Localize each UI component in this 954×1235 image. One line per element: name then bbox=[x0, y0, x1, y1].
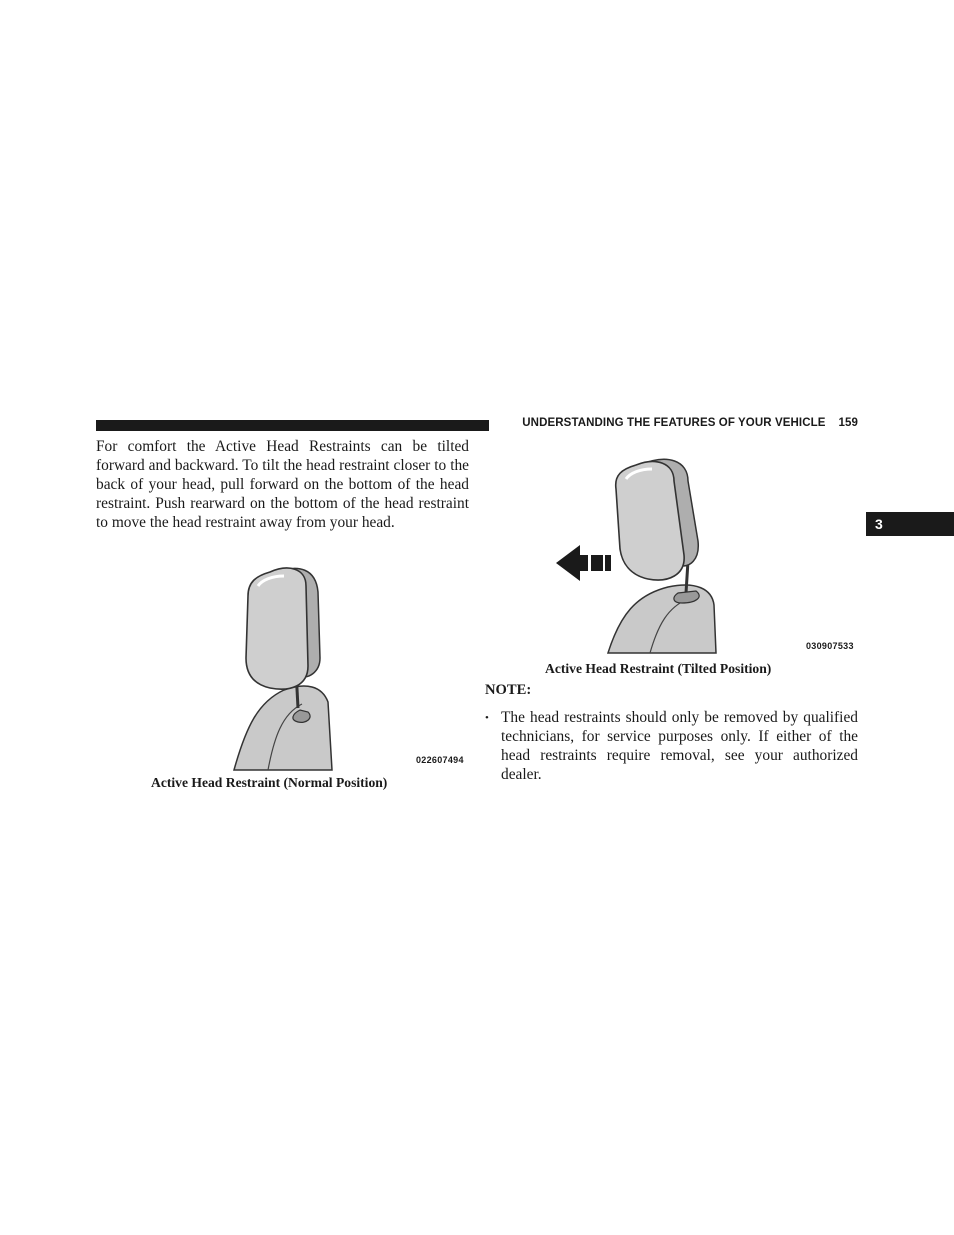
note-bullet bbox=[485, 709, 858, 785]
head-restraint-tilted-illustration bbox=[550, 455, 860, 655]
figure-head-restraint-tilted bbox=[550, 455, 860, 655]
chapter-number: 3 bbox=[875, 516, 883, 532]
running-header bbox=[498, 417, 858, 429]
forward-arrow-icon bbox=[556, 545, 611, 581]
page-number: 159 bbox=[838, 417, 858, 429]
figure-head-restraint-normal bbox=[210, 562, 470, 772]
section-title: UNDERSTANDING THE FEATURES OF YOUR VEHICLE bbox=[522, 417, 826, 429]
figure-code-tilted: 030907533 bbox=[806, 641, 854, 651]
note-bullet-text: The head restraints should only be removed by qualified technicians, for service purposes only. If either of the head restraints require removal, see your authorized dealer. bbox=[501, 709, 858, 783]
chapter-tab bbox=[866, 512, 954, 536]
caption-tilted: Active Head Restraint (Tilted Position) bbox=[545, 661, 772, 676]
note-heading: NOTE: bbox=[485, 682, 532, 698]
body-paragraph: For comfort the Active Head Restraints can be tilted forward and backward. To tilt the head restraint closer to the back of your head, pull forward on the bottom of the head restraint. Push rearward on the bottom of the head restraint to move the head restraint away from your head. bbox=[96, 438, 469, 531]
caption-normal: Active Head Restraint (Normal Position) bbox=[151, 775, 388, 790]
head-restraint-normal-illustration bbox=[210, 562, 470, 772]
bullet-icon: • bbox=[485, 712, 489, 724]
header-bar bbox=[96, 420, 489, 431]
figure-code-normal: 022607494 bbox=[416, 755, 464, 765]
